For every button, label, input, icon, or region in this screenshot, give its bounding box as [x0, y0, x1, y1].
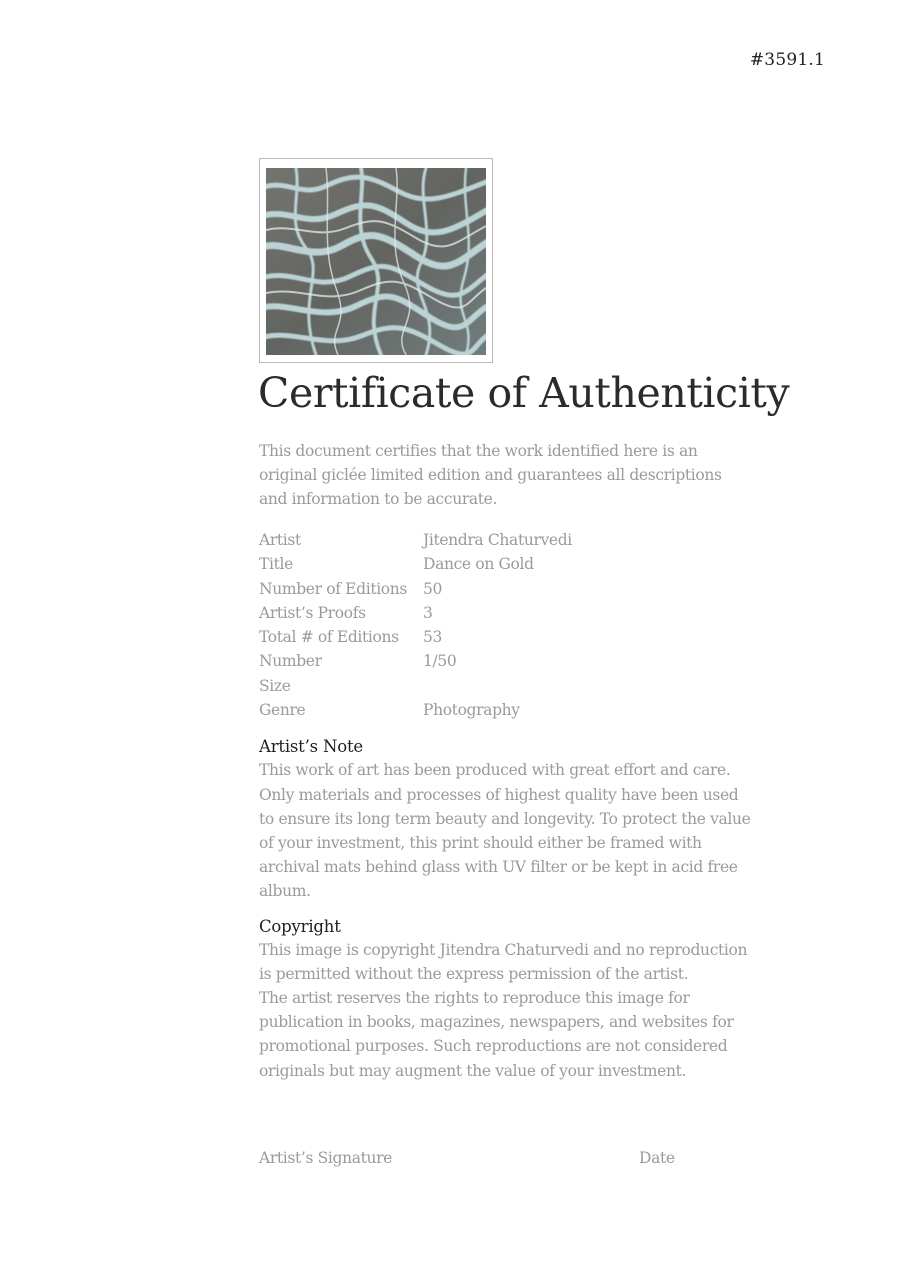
details-table — [259, 528, 759, 722]
detail-value: 1/50 — [423, 652, 457, 671]
detail-label: Total # of Editions — [259, 628, 399, 647]
detail-row-title — [259, 552, 759, 576]
artists-note-heading: Artist’s Note — [259, 737, 363, 757]
certificate-number: #3591.1 — [749, 50, 825, 70]
detail-value: Dance on Gold — [423, 555, 534, 574]
artists-note-body: This work of art has been produced with great effort and care. Only materials and processes of highest quality have been used to ensure its long term beauty and longevity. To protect the value of your investment, this print should either be framed with archival mats behind glass with UV filter or be kept in acid free album. — [259, 761, 751, 901]
detail-label: Genre — [259, 701, 306, 720]
intro-text: This document certifies that the work identified here is an original giclée limited edition and guarantees all descriptions and information to be accurate. — [259, 442, 722, 508]
detail-label: Number — [259, 652, 322, 671]
detail-value: Jitendra Chaturvedi — [423, 531, 572, 549]
detail-label: Artist’s Proofs — [259, 603, 366, 622]
detail-value: 50 — [423, 579, 443, 598]
page-title: Certificate of Authenticity — [258, 369, 790, 417]
detail-row-number-of-editions — [259, 577, 759, 601]
detail-row-size — [259, 674, 759, 698]
detail-row-number — [259, 649, 759, 673]
detail-label: Number of Editions — [259, 579, 408, 598]
detail-row-total-editions — [259, 625, 759, 649]
detail-row-artist — [259, 528, 759, 552]
detail-row-artists-proofs — [259, 601, 759, 625]
detail-label: Size — [259, 676, 291, 695]
detail-row-genre — [259, 698, 759, 722]
artwork-image — [266, 168, 486, 355]
detail-value: 3 — [423, 603, 433, 622]
copyright-heading: Copyright — [259, 916, 341, 936]
detail-value: 53 — [423, 628, 443, 647]
detail-label: Title — [259, 555, 293, 574]
copyright-body — [259, 938, 754, 1083]
detail-label: Artist — [259, 531, 301, 549]
copyright-paragraph: This image is copyright Jitendra Chaturvedi and no reproduction is permitted without the express permission of the artist. — [259, 940, 748, 983]
detail-value: Photography — [423, 701, 520, 720]
artwork-thumbnail — [259, 158, 493, 363]
certificate-content — [258, 158, 790, 1083]
copyright-paragraph: The artist reserves the rights to reproduce this image for publication in books, magazines, newspapers, and websites for promotional purposes. Such reproductions are not considered originals but may augment the value of your investment. — [259, 989, 734, 1080]
date-label: Date — [639, 1149, 675, 1167]
artist-signature-label: Artist’s Signature — [259, 1149, 392, 1167]
